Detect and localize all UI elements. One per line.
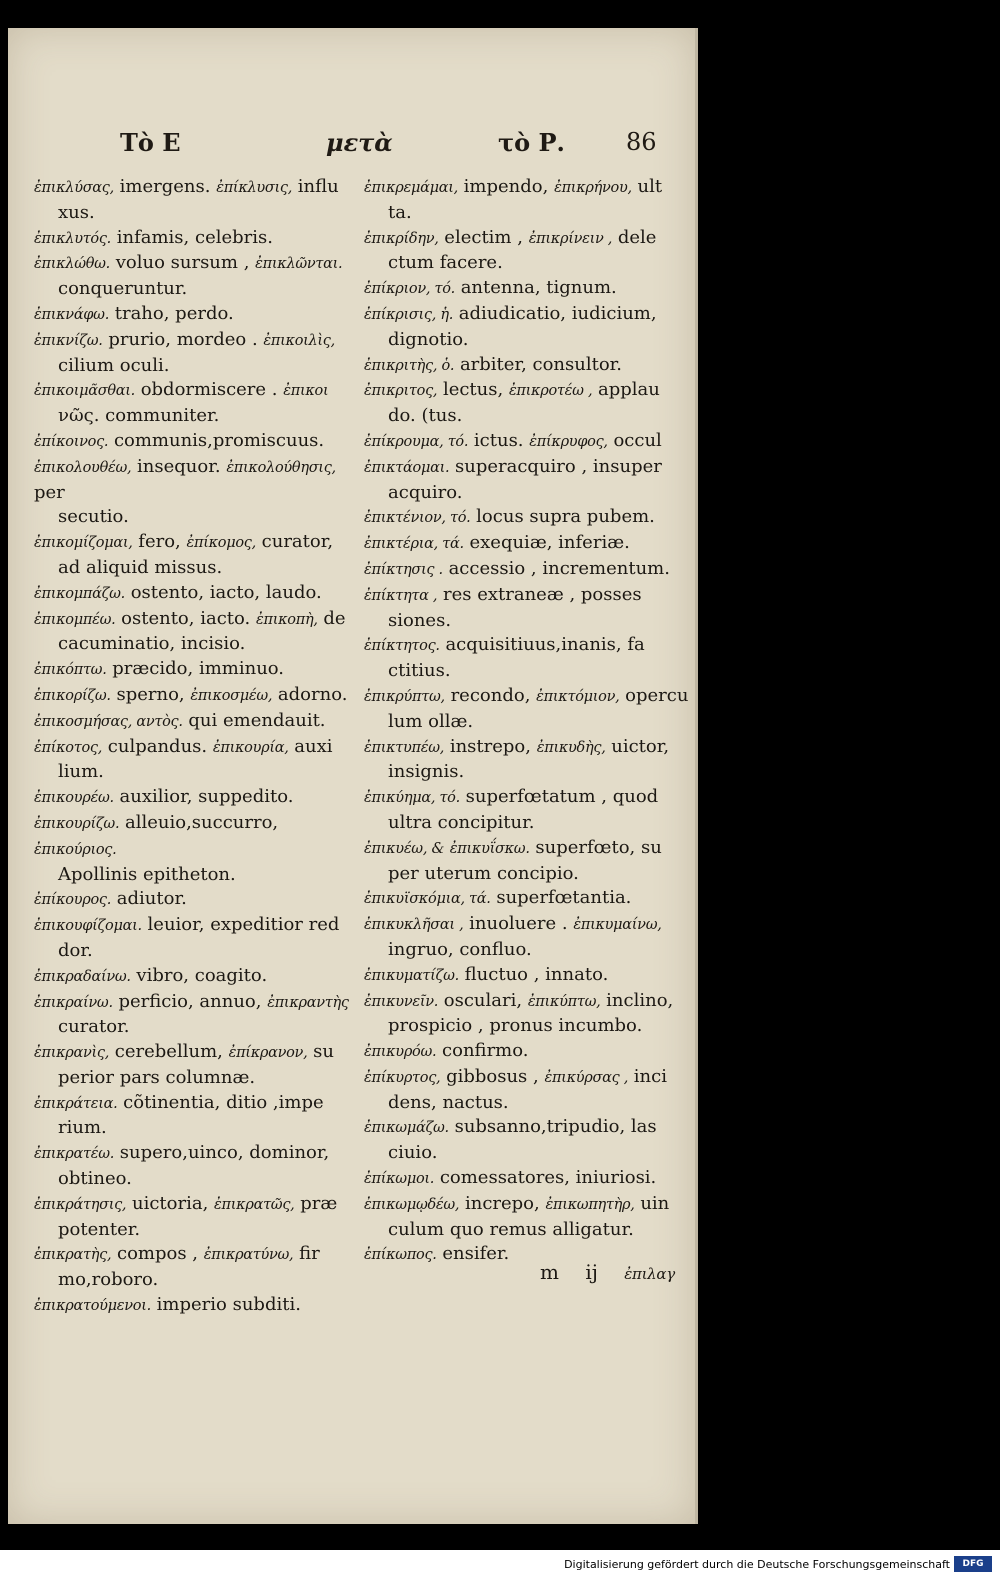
related-greek: ἐπικραντὴς (267, 994, 349, 1011)
entry-continuation: ctitius. (388, 660, 451, 682)
running-head (8, 128, 695, 162)
dictionary-entry (34, 226, 359, 252)
definition-latin: impendo, (463, 176, 549, 197)
headword-greek: ἐπικνάφω. (34, 306, 109, 323)
definition-latin: superfœtantia. (496, 887, 632, 909)
entry-continuation: ta. (388, 201, 412, 223)
definition-latin-2: de (323, 607, 346, 629)
related-greek: ἐπικύρσας , (544, 1069, 629, 1086)
dictionary-entry (364, 378, 690, 429)
headword-greek: ἐπικρατέω. (34, 1146, 115, 1163)
catchword: ἐπιλαγ (624, 1265, 675, 1283)
dictionary-entry (34, 964, 359, 990)
definition-latin: communis,promiscuus. (113, 429, 325, 451)
entry-continuation: perior pars columnæ. (58, 1066, 256, 1088)
dictionary-entry (34, 1242, 359, 1293)
dictionary-entry (34, 1293, 359, 1319)
definition-latin: osculari, (443, 989, 523, 1011)
definition-latin: leuior, expeditior red (147, 914, 340, 936)
dictionary-entry (34, 990, 359, 1041)
entry-continuation: dignotio. (388, 328, 469, 350)
dictionary-entry (364, 557, 690, 583)
headword-greek: ἐπίκρισις, ἡ. (364, 306, 454, 323)
dictionary-entry (34, 683, 359, 709)
definition-latin-2: auxi (294, 735, 333, 757)
dictionary-entry (34, 913, 359, 964)
definition-latin: instrepo, (449, 735, 531, 757)
entry-continuation: curator. (58, 1016, 130, 1038)
headword-greek: ἐπικόπτω. (34, 662, 107, 679)
related-greek: ἐπίκρανον, (228, 1045, 308, 1062)
related-greek: ἐπικτόμιον, (536, 688, 620, 705)
definition-latin: gibbosus , (446, 1065, 539, 1087)
definition-latin: imergens. (119, 176, 211, 197)
headword-greek: ἐπίκουρος. (34, 892, 112, 909)
headword-greek: ἐπικραίνω. (34, 994, 113, 1011)
headword-greek: ἐπικομίζομαι, (34, 535, 133, 552)
dictionary-entry (364, 1115, 690, 1166)
dictionary-entry (34, 887, 359, 913)
related-greek: ἐπικοι (283, 383, 329, 400)
definition-latin: fluctuo , innato. (464, 963, 609, 985)
definition-latin: res extraneæ , posses (442, 583, 642, 605)
related-greek: ἐπικυμαίνω, (573, 917, 662, 934)
dictionary-entry (364, 455, 690, 506)
headword-greek: ἐπικλυτός. (34, 230, 111, 247)
definition-latin: inuoluere . (469, 913, 568, 935)
related-greek: ἐπικοπὴ, (256, 611, 318, 628)
running-head-left: Τὸ Ε (120, 128, 181, 157)
headword-greek: ἐπικουρέω. (34, 790, 114, 807)
right-column (364, 175, 690, 1268)
definition-latin: ensifer. (442, 1243, 510, 1265)
headword-greek: ἐπικτένιον, τό. (364, 510, 471, 527)
related-greek: ἐπικροτέω , (508, 383, 593, 400)
headword-greek: ἐπικορίζω. (34, 687, 111, 704)
related-greek: ἐπικρήνου, (554, 180, 632, 196)
entry-continuation: lum ollæ. (388, 710, 474, 732)
definition-latin: insequor. (137, 455, 221, 477)
headword-greek: ἐπικρανὶς, (34, 1045, 110, 1062)
dictionary-entry (34, 709, 359, 735)
entry-continuation: mo,roboro. (58, 1269, 159, 1291)
headword-greek: ἐπικλώθω. (34, 256, 110, 273)
definition-latin: cõtinentia, ditio ,impe (123, 1091, 324, 1113)
definition-latin: culpandus. (107, 735, 208, 757)
dictionary-entry (34, 429, 359, 455)
entry-continuation: per uterum concipio. (388, 862, 579, 884)
entry-continuation: acquiro. (388, 481, 463, 503)
funding-notice: Digitalisierung gefördert durch die Deutsche Forschungsgemeinschaft (564, 1558, 950, 1571)
definition-latin: obdormiscere . (140, 379, 278, 401)
headword-greek: ἐπικουρίζω. (34, 815, 120, 832)
headword-greek: ἐπικρατὴς, (34, 1247, 112, 1264)
dictionary-entry (364, 505, 690, 531)
dictionary-entry (364, 785, 690, 836)
dictionary-entry (34, 657, 359, 683)
headword-greek: ἐπίκριον, τό. (364, 281, 455, 298)
dictionary-entry (34, 455, 359, 530)
definition-latin: præcido, imminuo. (112, 658, 285, 680)
related-greek: ἐπίκλυσις, (216, 180, 293, 196)
dictionary-entry (364, 684, 690, 735)
entry-continuation: lium. (58, 761, 104, 783)
entry-continuation: potenter. (58, 1218, 141, 1240)
entry-continuation: dens, nactus. (388, 1091, 509, 1113)
definition-latin: imperio subditi. (156, 1294, 301, 1316)
definition-latin: traho, perdo. (114, 302, 234, 324)
definition-latin-2: dele (617, 226, 657, 248)
definition-latin: supero,uinco, dominor, (119, 1142, 330, 1164)
dictionary-entry (34, 1192, 359, 1243)
headword-greek: ἐπίκτητος. (364, 638, 440, 655)
entry-continuation: xus. (58, 201, 95, 223)
dictionary-entry (364, 353, 690, 379)
definition-latin: infamis, celebris. (116, 226, 273, 248)
related-greek: ἐπίκομος, (186, 535, 256, 552)
headword-greek: ἐπίκοτος, (34, 739, 103, 756)
definition-latin: lectus, (442, 379, 504, 401)
related-greek: ἐπικυΐσκω. (449, 840, 530, 857)
dictionary-entry (34, 530, 359, 581)
definition-latin: prurio, mordeo . (108, 328, 258, 350)
headword-greek: ἐπικρύπτω, (364, 688, 445, 705)
entry-continuation: insignis. (388, 761, 465, 783)
definition-latin-2: applau (598, 379, 660, 401)
definition-latin: superfœtatum , quod (465, 786, 659, 808)
definition-latin: confirmo. (442, 1040, 529, 1062)
definition-latin: qui emendauit. (188, 709, 326, 731)
entry-continuation: cilium oculi. (58, 354, 170, 376)
entry-continuation: dor. (58, 939, 93, 961)
dictionary-entry (364, 633, 690, 684)
definition-latin: adiudicatio, iudicium, (458, 302, 657, 324)
dictionary-entry (364, 1065, 690, 1116)
headword-greek: ἐπίκτησις . (364, 561, 443, 578)
headword-greek: ἐπικράτησις, (34, 1196, 127, 1213)
definition-latin: sperno, (116, 683, 185, 705)
dictionary-entry (364, 429, 690, 455)
headword-greek: ἐπικωμῳδέω, (364, 1196, 460, 1213)
definition-latin: electim , (444, 226, 523, 248)
dictionary-entry (34, 1040, 359, 1091)
headword-greek: ἐπικομπάζω. (34, 585, 125, 602)
definition-latin-2: influ (297, 176, 339, 197)
dictionary-entry (364, 735, 690, 786)
dictionary-entry (364, 836, 690, 887)
dfg-logo: DFG (954, 1556, 992, 1572)
headword-greek: ἐπικυέω, & (364, 840, 445, 857)
dictionary-entry (34, 302, 359, 328)
headword-greek: ἐπικυνεῖν. (364, 993, 439, 1010)
definition-latin: subsanno,tripudio, las (454, 1116, 657, 1138)
related-greek: ἐπικρατῶς, (214, 1196, 295, 1213)
entry-continuation: conqueruntur. (58, 278, 188, 300)
signature-mark: m ij (540, 1260, 598, 1284)
headword-greek: ἐπικυκλῆσαι , (364, 917, 464, 934)
definition-latin: uictoria, (131, 1192, 209, 1214)
related-greek: ἐπίκρυφος, (529, 433, 608, 450)
left-column (34, 175, 359, 1319)
definition-latin: vibro, coagito. (136, 964, 268, 986)
related-greek: ἐπικύπτω, (527, 993, 601, 1010)
definition-latin: comessatores, iniuriosi. (439, 1167, 657, 1189)
headword-greek: ἐπίκωπος. (364, 1247, 437, 1264)
page-number: 86 (626, 128, 657, 156)
definition-latin: ostento, iacto, laudo. (130, 581, 322, 603)
entry-continuation: cacuminatio, incisio. (58, 633, 246, 655)
headword-greek: ἐπικρίδην, (364, 230, 439, 247)
definition-latin: recondo, (450, 684, 531, 706)
entry-continuation: ultra concipitur. (388, 811, 535, 833)
dictionary-entry (364, 886, 690, 912)
entry-continuation: ciuio. (388, 1142, 438, 1164)
definition-latin: accessio , incrementum. (448, 557, 670, 579)
definition-latin: locus supra pubem. (476, 506, 655, 528)
catchword-line (540, 1260, 675, 1284)
definition-latin-2: inci (633, 1065, 667, 1087)
dictionary-entry (364, 276, 690, 302)
definition-latin: arbiter, consultor. (459, 353, 623, 375)
dictionary-entry (364, 989, 690, 1040)
entry-continuation: ingruo, confluo. (388, 938, 532, 960)
definition-latin-2: curator, (261, 531, 334, 553)
entry-continuation: siones. (388, 609, 452, 631)
dictionary-entry (364, 583, 690, 634)
headword-greek: ἐπίκτητα , (364, 587, 438, 604)
entry-continuation: ctum facere. (388, 252, 503, 274)
headword-greek: ἐπικύημα, τό. (364, 790, 460, 807)
dictionary-entry (364, 912, 690, 963)
definition-latin: acquisitiuus,inanis, fa (445, 634, 645, 656)
headword-greek: ἐπικρεμάμαι, (364, 180, 458, 196)
headword-greek: ἐπικυϊσκόμια, τά. (364, 891, 491, 908)
dictionary-entry (34, 1091, 359, 1142)
page-edge (695, 28, 698, 1524)
headword-greek: ἐπίκοινος. (34, 433, 109, 450)
dictionary-entry (34, 328, 359, 379)
definition-latin-2: ult (637, 176, 663, 197)
definition-latin: adiutor. (116, 888, 187, 910)
entry-continuation: ad aliquid missus. (58, 556, 223, 578)
headword-greek: ἐπικτέρια, τά. (364, 536, 464, 553)
entry-continuation: do. (tus. (388, 405, 463, 427)
definition-latin-2: occul (613, 429, 662, 451)
entry-continuation: obtineo. (58, 1168, 132, 1190)
dictionary-entry (34, 735, 359, 786)
definition-latin-2: per (34, 481, 65, 503)
headword-greek: ἐπικραδαίνω. (34, 968, 131, 985)
definition-latin: exequiæ, inferiæ. (469, 532, 630, 554)
headword-greek: ἐπικτάομαι. (364, 459, 450, 476)
dictionary-entry (364, 175, 690, 226)
entry-continuation: culum quo remus alligatur. (388, 1218, 634, 1240)
entry-continuation: prospicio , pronus incumbo. (388, 1015, 643, 1037)
definition-latin: ostento, iacto. (121, 607, 251, 629)
entry-continuation: rium. (58, 1117, 107, 1139)
related-greek: ἐπικωπητὴρ, (545, 1196, 635, 1213)
related-greek: ἐπικυδὴς, (536, 739, 606, 756)
dictionary-entry (364, 1039, 690, 1065)
headword-greek: ἐπικράτεια. (34, 1095, 118, 1112)
dictionary-entry (364, 1192, 690, 1243)
definition-latin: cerebellum, (114, 1041, 223, 1063)
dictionary-entry (34, 581, 359, 607)
headword-greek: ἐπίκρουμα, τό. (364, 433, 469, 450)
headword-greek: ἐπικομπέω. (34, 611, 116, 628)
related-greek: ἐπικρατύνω, (203, 1247, 294, 1264)
headword-greek: ἐπικοσμήσας, αντὸς. (34, 713, 183, 730)
definition-latin: increpo, (464, 1192, 540, 1214)
running-head-center: μετὰ (326, 128, 393, 157)
headword-greek: ἐπικτυπέω, (364, 739, 445, 756)
related-greek: ἐπικοιλὶς, (263, 332, 335, 349)
book-page (8, 28, 695, 1524)
definition-latin-2: præ (300, 1192, 338, 1214)
definition-latin-2: inclino, (606, 989, 674, 1011)
headword-greek: ἐπίκυρτος, (364, 1069, 441, 1086)
headword-greek: ἐπικυματίζω. (364, 967, 459, 984)
headword-greek: ἐπικοιμᾶσθαι. (34, 383, 135, 400)
definition-latin: compos , (117, 1243, 199, 1265)
definition-latin-2: opercu (625, 684, 689, 706)
dictionary-entry (34, 811, 359, 887)
headword-greek: ἐπίκωμοι. (364, 1171, 435, 1188)
dictionary-entry (364, 963, 690, 989)
related-greek: ἐπικλῶνται. (255, 256, 343, 273)
definition-latin-2: su (313, 1041, 334, 1063)
headword-greek: ἐπικλύσας, (34, 180, 114, 196)
definition-latin: ictus. (473, 429, 524, 451)
entry-continuation: Apollinis epitheton. (58, 863, 236, 885)
headword-greek: ἐπικυρόω. (364, 1044, 437, 1061)
headword-greek: ἐπικριτὴς, ὁ. (364, 357, 455, 374)
definition-latin: voluo sursum , (115, 252, 250, 274)
dictionary-entry (364, 302, 690, 353)
headword-greek: ἐπικριτος, (364, 383, 438, 400)
entry-continuation: νῶς. communiter. (58, 405, 220, 427)
running-head-right: τὸ Ρ. (498, 128, 565, 157)
headword-greek: ἐπικολουθέω, (34, 459, 132, 476)
related-greek: ἐπικοσμέω, (190, 687, 273, 704)
dictionary-entry (364, 531, 690, 557)
definition-latin-2: fir (299, 1243, 320, 1265)
headword-greek: ἐπικωμάζω. (364, 1120, 449, 1137)
dictionary-entry (34, 378, 359, 429)
dictionary-entry (34, 607, 359, 658)
definition-latin-2: superfœto, su (535, 836, 662, 858)
definition-latin: antenna, tignum. (460, 277, 617, 299)
dictionary-entry (34, 785, 359, 811)
dictionary-entry (34, 175, 359, 226)
footer-bar (0, 1550, 1000, 1576)
definition-latin: auxilior, suppedito. (119, 786, 294, 808)
headword-greek: ἐπικουφίζομαι. (34, 918, 142, 935)
dictionary-entry (34, 251, 359, 302)
dictionary-entry (34, 1141, 359, 1192)
definition-latin-2: uictor, (611, 735, 670, 757)
entry-continuation: secutio. (58, 506, 129, 528)
related-greek: ἐπικρίνειν , (528, 230, 613, 247)
related-greek: ἐπικουρία, (212, 739, 289, 756)
definition-latin: alleuio,succurro, (125, 811, 279, 833)
related-greek: ἐπικολούθησις, (226, 459, 336, 476)
headword-greek: ἐπικνίζω. (34, 332, 103, 349)
definition-latin: perficio, annuo, (118, 990, 262, 1012)
dictionary-entry (364, 226, 690, 277)
dictionary-entry (364, 1166, 690, 1192)
definition-latin: fero, (138, 531, 181, 553)
definition-latin-2: adorno. (277, 683, 348, 705)
related-greek: ἐπικούριος. (34, 841, 117, 858)
headword-greek: ἐπικρατούμενοι. (34, 1298, 151, 1315)
definition-latin: superacquiro , insuper (455, 455, 662, 477)
definition-latin-2: uin (640, 1192, 670, 1214)
